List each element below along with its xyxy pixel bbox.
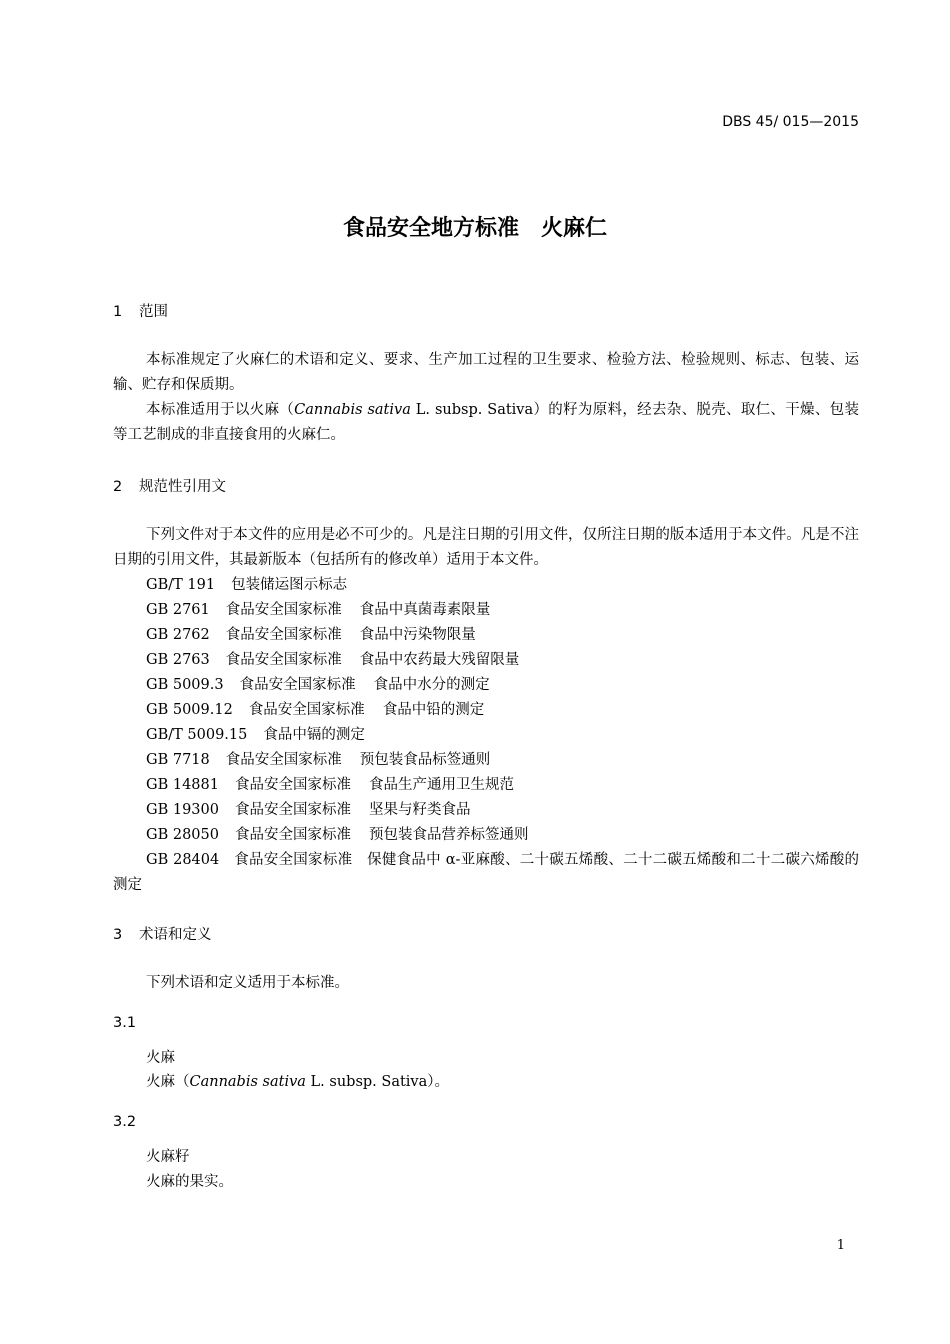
reference-item	[146, 598, 490, 623]
standard-code: DBS 45/ 015—2015	[722, 114, 859, 130]
text-run: 本标准适用于以火麻（	[146, 402, 295, 418]
reference-subtitle: 预包装食品标签通则	[359, 752, 491, 768]
scope-paragraph-2	[113, 398, 859, 448]
references-intro: 下列文件对于本文件的应用是必不可少的。凡是注日期的引用文件，仅所注日期的版本适用于本文件。凡是不注日期的引用文件，其最新版本（包括所有的修改单）适用于本文件。	[113, 527, 859, 568]
reference-code: GB 2761	[146, 602, 210, 618]
term-name: 火麻籽	[146, 1149, 190, 1165]
section-heading-2	[113, 477, 226, 497]
reference-title: 食品安全国家标准	[234, 802, 351, 818]
reference-title: 食品安全国家标准	[225, 627, 342, 643]
reference-code: GB/T 5009.15	[146, 727, 248, 743]
page-title: 食品安全地方标准 火麻仁	[342, 216, 607, 241]
reference-title: 食品安全国家标准	[234, 827, 351, 843]
latin-name: Cannabis sativa	[294, 402, 411, 418]
terms-intro: 下列术语和定义适用于本标准。	[146, 975, 349, 991]
reference-subtitle: 坚果与籽类食品	[368, 802, 471, 818]
reference-code: GB 2763	[146, 652, 210, 668]
reference-code: GB 5009.3	[146, 677, 224, 693]
reference-title: 食品安全国家标准	[239, 677, 356, 693]
reference-item	[146, 648, 519, 673]
term-name: 火麻	[146, 1050, 175, 1066]
reference-subtitle: 预包装食品营养标签通则	[368, 827, 529, 843]
reference-subtitle: 食品生产通用卫生规范	[368, 777, 514, 793]
reference-code: GB 28050	[146, 827, 219, 843]
reference-subtitle: 食品中水分的测定	[373, 677, 490, 693]
reference-code: GB 14881	[146, 777, 219, 793]
reference-item	[146, 748, 490, 773]
term-number: 3.1	[113, 1015, 137, 1031]
reference-title: 食品安全国家标准	[225, 602, 342, 618]
reference-item	[146, 823, 528, 848]
section-number: 1	[113, 304, 123, 320]
reference-code: GB/T 191	[146, 577, 216, 593]
latin-name: Cannabis sativa	[189, 1074, 306, 1090]
reference-title: 食品安全国家标准	[225, 652, 342, 668]
section-heading-1	[113, 302, 168, 322]
section-title: 规范性引用文	[139, 479, 226, 495]
reference-item-wrapped: GB 28404 食品安全国家标准 保健食品中 α-亚麻酸、二十碳五烯酸、二十二碳五烯酸和二十二碳六烯酸的测定	[113, 852, 859, 893]
term-definition: 火麻的果实。	[146, 1174, 233, 1190]
reference-item	[146, 773, 514, 798]
text-run: L. subsp. Sativa）。	[305, 1074, 450, 1090]
reference-code: GB 5009.12	[146, 702, 233, 718]
term-number: 3.2	[113, 1114, 137, 1130]
reference-item	[146, 673, 490, 698]
section-heading-3	[113, 925, 212, 945]
reference-item	[146, 723, 383, 748]
reference-subtitle: 食品中污染物限量	[359, 627, 476, 643]
reference-subtitle: 食品中农药最大残留限量	[359, 652, 520, 668]
scope-paragraph-1: 本标准规定了火麻仁的术语和定义、要求、生产加工过程的卫生要求、检验方法、检验规则、标志、包装、运输、贮存和保质期。	[113, 352, 859, 393]
reference-title: 食品安全国家标准	[248, 702, 365, 718]
reference-code: GB 2762	[146, 627, 210, 643]
reference-item	[146, 798, 470, 823]
section-title: 术语和定义	[139, 927, 212, 943]
page-number: 1	[836, 1238, 845, 1253]
reference-title: 食品安全国家标准	[225, 752, 342, 768]
section-number: 2	[113, 479, 123, 495]
term-definition	[146, 1070, 449, 1095]
section-number: 3	[113, 927, 123, 943]
reference-code: GB 19300	[146, 802, 219, 818]
reference-title: 包装储运图示标志	[231, 577, 348, 593]
text-run: L. subsp. Sativa）的籽为原料，经去杂、脱壳、取仁、干燥、包装等工艺制成的非直接食用的火麻仁。	[113, 402, 859, 443]
reference-item	[146, 623, 476, 648]
section-title: 范围	[139, 304, 168, 320]
reference-title: 食品安全国家标准	[234, 777, 351, 793]
reference-title: 食品中镉的测定	[263, 727, 365, 743]
reference-item	[146, 698, 484, 723]
reference-subtitle: 食品中铅的测定	[382, 702, 485, 718]
reference-subtitle: 食品中真菌毒素限量	[359, 602, 491, 618]
reference-code: GB 7718	[146, 752, 210, 768]
text-run: 火麻（	[146, 1074, 190, 1090]
reference-item	[146, 573, 365, 598]
